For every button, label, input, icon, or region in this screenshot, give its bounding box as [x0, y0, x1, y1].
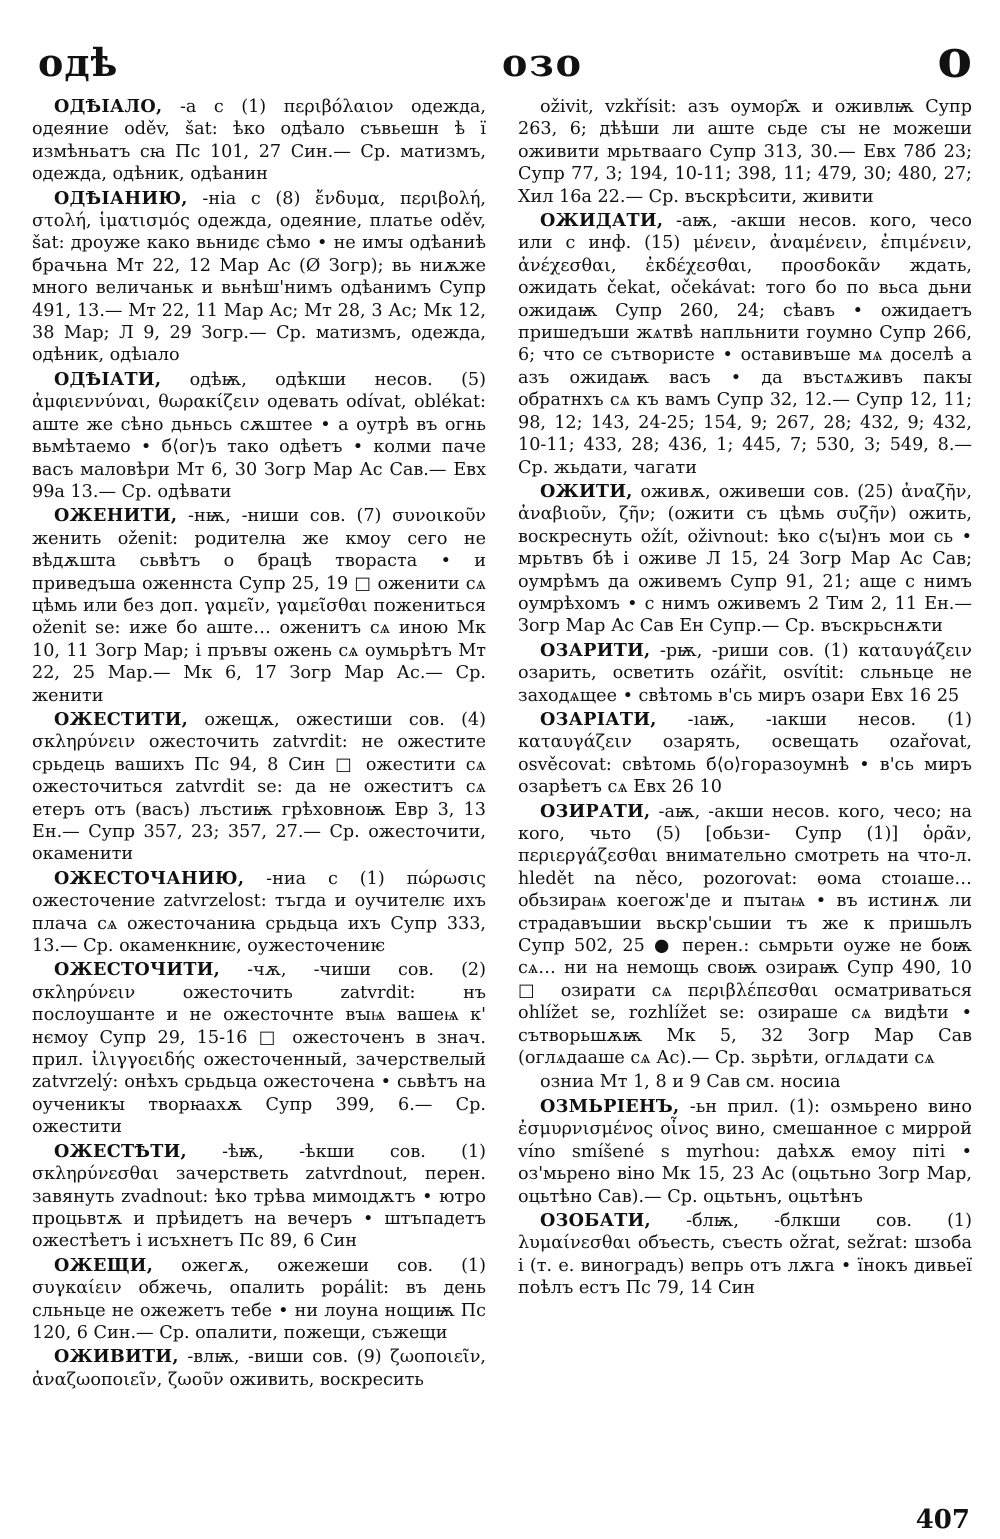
entry-headword: ОЗИРАТИ, — [540, 800, 651, 822]
entry-definition: одѣѭ, одѣкши несов. (5) ἀμφιεννύναι, θωρακίζειν одевать odívat, oblékat: аште же сѣно дьньсь сѫштее • а оутрѣ въ огнь вьмѣтаемо • б⟨ог⟩ъ тако одѣетъ • колми паче васъ маловѣри Мт 6, 30 Зогр Мар Ас Сав.— Евх 99а 13.— Ср. одѣвати — [32, 369, 486, 502]
entry-headword: ОЗМЬРIЕНЪ, — [540, 1095, 680, 1117]
dictionary-entry — [32, 959, 486, 1138]
page-number: 407 — [915, 1505, 970, 1535]
entry-definition: oživit, vzkřísit: азъ оумор҄ѫ и оживлѭ Супр 263, 6; дѣѣши ли аште сьде сꙑ не можеши оживити мрьтвааго Супр 313, 30.— Евх 78б 23; Супр 77, 3; 194, 10-11; 398, 11; 479, 30; 480, 27; Хил 16а 22.— Ср. въскрѣсити, живити — [518, 97, 972, 207]
entry-definition: -нѭ, -ниши сов. (7) συνοικοῦν женить oženit: родителꙗ же кмоу сего не вѣдѫшта сьвѣтъ о брацѣ твораста • и приведъша оженнста Супр 25, 19 □ оженити сѧ цѣмь или без доп. γαμεῖν, γαμεῖσθαι пожениться oženit se: иже бо аште… оженитъ сѧ иною Мк 10, 11 Зогр Мар; і пръвꙑ ожень сѧ оумьрѣтъ Мт 22, 25 Мар.— Мк 6, 17 Зогр Мар Ас.— Ср. женити — [32, 506, 486, 706]
dictionary-entry — [518, 1096, 972, 1208]
running-head-left: одѣ — [38, 40, 119, 85]
entry-definition: -аѭ, -акши несов. кого, чесо или с инф. (15) μένειν, ἀναμένειν, ἐπιμένειν, ἀνέχεσθαι, ἐκδέχεσθαι, προσδοκᾶν ждать, ожидать čekat, očekávat: того бо по вьса дьни ожидаѭ Супр 260, 24; сѣавъ • ожидаетъ пришедъши жѧтвѣ напльнити гоумно Супр 266, 6; что се сътвористе • оставивъше мѧ доселѣ а азъ ожидаѭ васъ • да въстѧживъ пакꙑ обратнхъ сѧ къ вамъ Супр 32, 12.— Супр 12, 11; 98, 12; 143, 24-25; 154, 9; 267, 28; 432, 9; 432, 10-11; 433, 28; 436, 1; 445, 7; 530, 3; 549, 8.— Ср. жьдати, чагати — [518, 211, 972, 478]
dictionary-entry — [32, 505, 486, 707]
entry-definition: -а с (1) περιβόλαιον одежда, одеяние oděv, šat: ѣко одѣало съвьешн ѣ ї измѣньатъ сꙗ Пс 101, 27 Син.— Ср. матизмъ, одежда, одѣник, одѣанин — [32, 97, 486, 185]
dictionary-entry — [518, 481, 972, 638]
dictionary-entry — [518, 1071, 972, 1093]
right-column — [518, 96, 972, 1476]
dictionary-entry — [32, 96, 486, 186]
dictionary-entry — [32, 868, 486, 958]
entry-headword: ОЖЕСТОЧАНИЮ, — [54, 867, 245, 889]
entry-definition: -рѭ, -риши сов. (1) καταυγάζειν озарить, осветить ozářit, osvítit: сльньце не заходѧщее • свѣтомь в'сь миръ озари Евх 16 25 — [518, 640, 972, 706]
entry-headword: ОЖИВИТИ, — [54, 1346, 179, 1368]
dictionary-entry — [32, 709, 486, 866]
entry-definition: оживѫ, оживеши сов. (25) ἀναζῆν, ἀναβιοῦν, ζῆν; (ожити съ цѣмь συζῆν) ожить, воскреснуть ožít, oživnout: ѣко с⟨ꙑ⟩нъ мои сь • мрьтвъ бѣ і оживе Л 15, 24 Зогр Мар Ас Сав; оумрѣмъ да оживемъ Супр 91, 21; аще с нимъ оумрѣхомъ • с нимъ оживемъ 2 Тим 2, 11 Ен.— Зогр Мар Ас Сав Ен Супр.— Ср. въскрьснѫти — [518, 481, 972, 637]
dictionary-body — [32, 96, 972, 1476]
dictionary-entry — [518, 96, 972, 208]
dictionary-entry — [518, 1210, 972, 1300]
entry-definition: озниа Мт 1, 8 и 9 Сав см. носиıа — [540, 1072, 841, 1093]
dictionary-entry — [518, 210, 972, 479]
entry-headword: ОЖЕНИТИ, — [54, 505, 178, 527]
dictionary-entry — [32, 188, 486, 367]
letter-section-marker: о — [937, 29, 972, 90]
entry-headword: ОЗАРИТИ, — [540, 639, 651, 661]
entry-definition: ожегѫ, ожежеши сов. (1) συγκαίειν обжечь, опалить popálit: въ день сльньце не ожежетъ тебе • ни лоуна нощиѭ Пс 120, 6 Син.— Ср. опалити, пожещи, съжещи — [32, 1255, 486, 1343]
entry-definition: -ьн прил. (1): озмьрено вино ἐσμυρνισμένος οἶνος вино, смешанное с миррой víno smíšené s myrhou: даѣхѫ емоу піті • оз'мьрено віно Мк 15, 23 Ас (оцьтьно Зогр Мар, оцьтѣно Сав).— Ср. оцьтьнъ, оцьтѣнъ — [518, 1096, 972, 1207]
entry-headword: ОЖЕЩИ, — [54, 1254, 154, 1276]
entry-headword: ОЗОБАТИ, — [540, 1209, 651, 1231]
entry-headword: ОДѢIАТИ, — [54, 368, 162, 390]
entry-definition: -ıаѭ, -ıакши несов. (1) καταυγάζειν озарять, освещать ozařovat, osvěcovat: свѣтомь б⟨о⟩горазоумнѣ • в'сь миръ озарѣетъ сѧ Евх 26 10 — [518, 709, 972, 798]
dictionary-entry — [32, 369, 486, 503]
entry-headword: ОЖИДАТИ, — [540, 210, 664, 232]
running-head-center: озо — [502, 40, 583, 85]
entry-headword: ОДѢIАЛО, — [54, 96, 163, 117]
entry-definition: -чѫ, -чиши сов. (2) σκληρύνειν ожесточить zatvrdit: нъ послоушанте и не ожесточнте вꙑѩ вашеѩ к' нємоу Супр 29, 15-16 □ ожесточенъ в знач. прил. ἰλιγγοειδής ожесточенный, зачерствелый zatvrzelý: онѣхъ срьдьца ожесточена • сьвѣтъ на оученикꙑ творꙗахѫ Супр 399, 6.— Ср. ожестити — [32, 960, 486, 1138]
entry-definition: ожещѫ, ожестиши сов. (4) σκληρύνειν ожесточить zatvrdit: не ожестите срьдець вашихъ Пс 94, 8 Син □ ожестити сѧ ожесточиться zatvrdit se: да не ожеститъ сѧ етеръ отъ (васъ) лъстиѭ грѣховноѭ Евр 3, 13 Ен.— Супр 357, 23; 357, 27.— Ср. ожесточити, окаменити — [32, 709, 486, 865]
dictionary-entry — [518, 709, 972, 799]
dictionary-entry — [32, 1141, 486, 1253]
entry-definition: -ніа с (8) ἔνδυμα, περιβολή, στολή, ἱματισμός одежда, одеяние, платье oděv, šat: дроуже како вьнидє сѣмо • не имꙑ одѣаниѣ брачьна Мт 22, 12 Мар Ас (Ø Зогр); вь ниѫже много величаньк и вьнѣш'нимъ одѣанимъ Супр 491, 13.— Мт 22, 11 Мар Ас; Мт 28, 3 Ас; Мк 12, 38 Мар; Л 9, 29 Зогр.— Ср. матизмъ, одежда, одѣник, одѣıало — [32, 188, 486, 366]
entry-definition: -блѭ, -блкши сов. (1) λυμαίνεσθαι объесть, съесть ožrat, sežrat: шзоба і (т. е. виноградъ) вепрь отъ лѫга • їнокъ дивьеї поѣлъ естъ Пс 79, 14 Син — [518, 1210, 972, 1299]
entry-headword: ОЖЕСТОЧИТИ, — [54, 959, 221, 981]
entry-definition: -ниа с (1) πώρωσις ожесточение zatvrzelost: тъгда и оучителѥ ихъ плача сѧ ожесточаниꙗ срьдьца ихъ Супр 333, 13.— Ср. окаменкниѥ, оужесточениѥ — [32, 868, 486, 957]
entry-headword: ОДѢIАНИЮ, — [54, 187, 188, 209]
entry-headword: ОЖЕСТИТИ, — [54, 708, 189, 730]
dictionary-entry — [518, 801, 972, 1070]
left-column — [32, 96, 486, 1476]
dictionary-entry — [32, 1255, 486, 1345]
entry-headword: ОЗАРIАТИ, — [540, 708, 657, 730]
entry-definition: -влѭ, -виши сов. (9) ζωοποιεῖν, ἀναζωοποιεῖν, ζωοῦν оживить, воскресить — [32, 1347, 486, 1390]
dictionary-entry — [518, 640, 972, 707]
entry-headword: ОЖЕСТѢТИ, — [54, 1140, 187, 1162]
entry-definition: -ѣѭ, -ѣкши сов. (1) σκληρύνεσθαι зачерстветь zatvrdnout, перен. завянуть zvadnout: ѣко трѣва мимоıдѫтъ • ютро процьвтѫ и прѣидетъ на вечеръ • штъпадетъ ожестѣетъ і исъхнетъ Пс 89, 6 Син — [32, 1141, 486, 1252]
dictionary-entry — [32, 1346, 486, 1391]
entry-definition: -аѭ, -акши несов. кого, чесо; на кого, чьто (5) [обьзи- Супр (1)] ὁρᾶν, περιεργάζεσθαι внимательно смотреть на что-л. hledět na něco, pozorovat: ѳома стоıаше… обьзираѩ коегож'де и пꙑтаѩ • въ истинѫ ли страдавъшии вьскр'сьшии тъ же к пришьлъ Супр 502, 25 ● перен.: сьмрьти оуже не боѭ сѧ… ни на немощь своѭ озираѭ Супр 490, 10 □ озирати сѧ περιβλέπεσθαι осматриваться ohlížet se, rozhlížet se: озираше сѧ видѣти • сътворьшѫѭ Мк 5, 32 Зогр Мар Сав (оглѧдааше сѧ Ас).— Ср. зьрѣти, оглѧдати сѧ — [518, 801, 972, 1069]
page-header — [32, 29, 972, 94]
entry-headword: ОЖИТИ, — [540, 480, 633, 502]
